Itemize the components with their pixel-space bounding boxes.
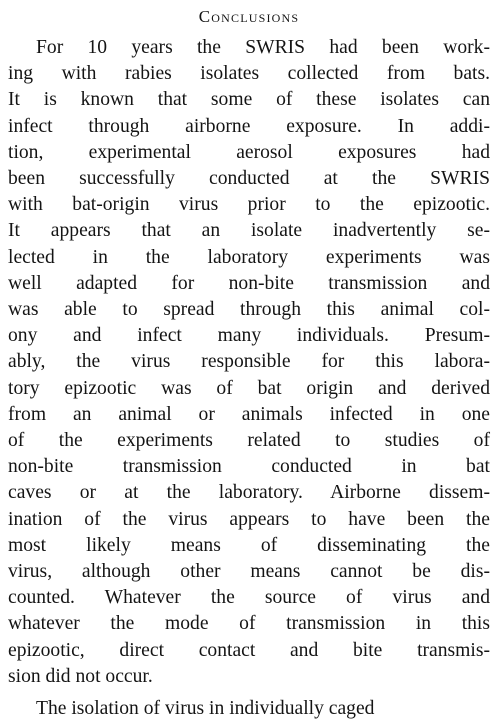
paragraph-line: tory epizootic was of bat origin and derived	[8, 377, 490, 399]
paragraph-line: counted. Whatever the source of virus and	[8, 587, 490, 609]
conclusions-paragraph	[8, 35, 490, 690]
paragraph-line: infect through airborne exposure. In addi-	[8, 115, 490, 137]
cut-off-next-line	[8, 698, 490, 722]
paragraph-line: of the experiments related to studies of	[8, 430, 490, 452]
paragraph-line: ination of the virus appears to have been the	[8, 508, 490, 530]
paragraph-line: from an animal or animals infected in one	[8, 403, 490, 425]
paragraph-line: epizootic, direct contact and bite transmis-	[8, 639, 490, 661]
paragraph-line: tion, experimental aerosol exposures had	[8, 141, 490, 163]
paragraph-line: well adapted for non-bite transmission and	[8, 272, 490, 294]
paragraph-line: ing with rabies isolates collected from bats.	[8, 63, 490, 85]
paragraph-line: ony and infect many individuals. Presum-	[8, 325, 490, 347]
paragraph-line: most likely means of disseminating the	[8, 534, 490, 556]
paragraph-line: with bat-origin virus prior to the epizootic.	[8, 194, 490, 216]
paragraph-line: whatever the mode of transmission in this	[8, 613, 490, 635]
paragraph-line: lected in the laboratory experiments was	[8, 246, 490, 268]
section-heading: Conclusions	[198, 7, 300, 26]
document-page	[8, 6, 490, 690]
paragraph-line: sion did not occur.	[8, 665, 153, 687]
cut-off-line-text: The isolation of virus in individually caged	[36, 698, 375, 719]
paragraph-line: was able to spread through this animal col-	[8, 299, 490, 321]
paragraph-line: For 10 years the SWRIS had been work-	[36, 37, 490, 58]
paragraph-line: ably, the virus responsible for this labora-	[8, 351, 490, 373]
paragraph-line: non-bite transmission conducted in bat	[8, 456, 490, 478]
paragraph-line: It appears that an isolate inadvertently se-	[8, 220, 490, 242]
paragraph-line: It is known that some of these isolates can	[8, 89, 490, 111]
paragraph-line: caves or at the laboratory. Airborne dissem-	[8, 482, 490, 504]
paragraph-line: been successfully conducted at the SWRIS	[8, 168, 490, 190]
paragraph-line: virus, although other means cannot be dis-	[8, 561, 490, 583]
